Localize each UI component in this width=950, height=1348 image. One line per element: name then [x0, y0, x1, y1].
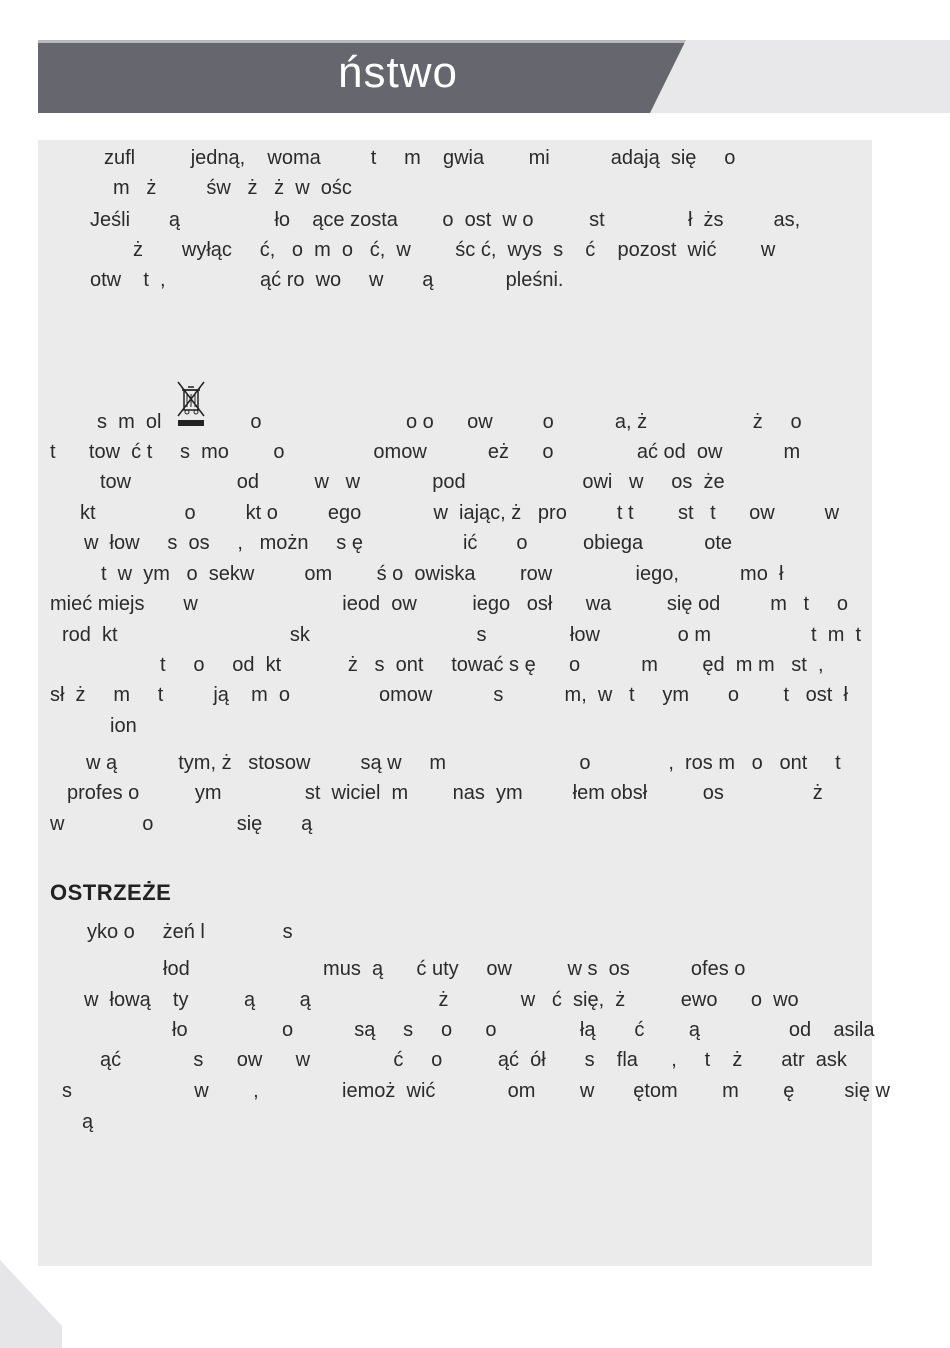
- text-line: profes o ym st wiciel m nas ym łem obsł os ż: [67, 782, 823, 804]
- text-line: m ż św ż ż w ośc: [113, 177, 352, 199]
- text-line: mieć miejs w ieod ow iego osł wa się od m t o: [50, 593, 849, 615]
- text-line: tow od w w pod owi w os że: [100, 471, 725, 493]
- text-line: łod mus ą ć uty ow w s os ofes o: [163, 958, 746, 980]
- text-line: otw t , ąć ro wo w ą pleśni.: [90, 269, 564, 291]
- text-line: ą: [82, 1111, 94, 1133]
- page-title: ństwo: [338, 48, 458, 97]
- text-line: zufl jedną, woma t m gwia mi adają się o: [104, 147, 736, 169]
- text-line: w ą tym, ż stosow są w m o , ros m o ont t: [86, 752, 841, 774]
- text-line: w o się ą: [50, 813, 313, 835]
- text-line: Jeśli ą ło ące zosta o ost w o st ł żs as,: [90, 209, 801, 231]
- warning-subtitle: yko o żeń l s: [87, 921, 293, 943]
- text-line: w łow s os , możn s ę ić o obiega ote: [84, 532, 732, 554]
- text-line: s w , iemoż wić om w ętom m ę się w: [62, 1080, 890, 1102]
- text-line: ło o są s o o łą ć ą od asila: [172, 1019, 875, 1041]
- text-line: t w ym o sekw om ś o owiska row iego, mo ł: [101, 563, 784, 585]
- text-line: w łową ty ą ą ż w ć się, ż ewo o wo: [84, 989, 799, 1011]
- text-line: ż wyłąc ć, o m o ć, w śc ć, wys s ć pozost wić w: [133, 239, 776, 261]
- page-corner-mark: [0, 1260, 62, 1348]
- text-line: ion: [110, 715, 137, 737]
- text-line: sł ż m t ją m o omow s m, w t ym o t ost ł: [50, 684, 848, 706]
- text-line: rod kt sk s łow o m t m t: [62, 624, 862, 646]
- warning-heading: OSTRZEŻE: [50, 880, 172, 905]
- text-line: s m ol o o o ow o a, ż ż o: [97, 411, 802, 433]
- text-line: ąć s ow w ć o ąć ół s fla , t ż atr ask: [100, 1049, 847, 1071]
- text-line: t tow ć t s mo o omow eż o ać od ow m: [50, 441, 801, 463]
- text-line: t o od kt ż s ont tować s ę o m ęd m m st ,: [160, 654, 824, 676]
- text-line: kt o kt o ego w iając, ż pro t t st t ow w: [80, 502, 840, 524]
